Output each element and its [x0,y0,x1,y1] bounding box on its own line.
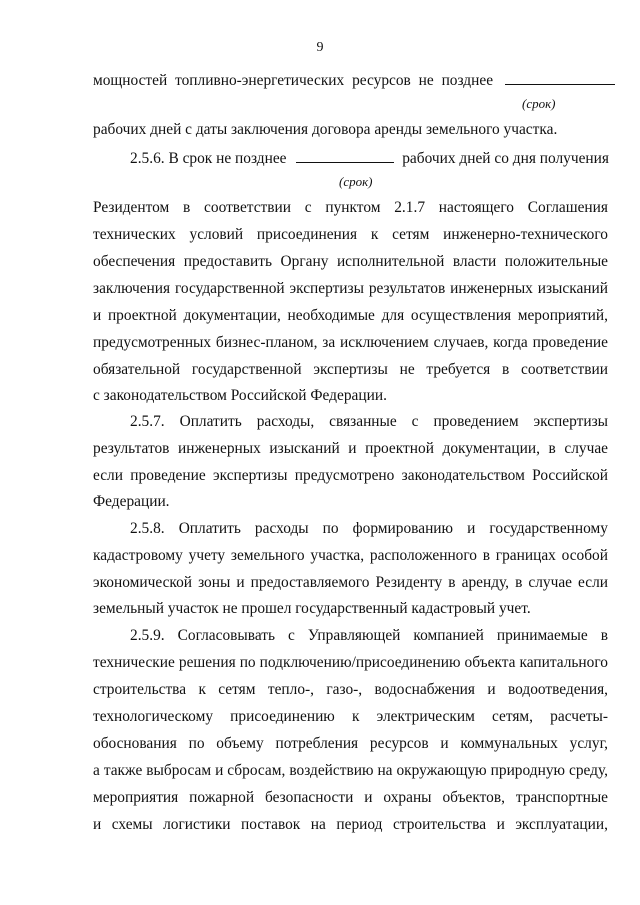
term-caption-1: (срок) [522,96,556,111]
text-line-10: обязательной государственной экспертизы не требуется в соответствии [93,361,608,378]
text-line-12: 2.5.7. Оплатить расходы, связанные с проведением экспертизы [130,413,608,430]
text-line-21: технические решения по подключению/присоединению объекта капитального [93,654,608,671]
text-line-19: земельный участок не прошел государственный кадастровый учет. [93,600,531,617]
text-line-6: обеспечения предоставить Органу исполнительной власти положительные [93,253,608,270]
text-line-1 [93,70,608,91]
text-line-18: экономической зоны и предоставляемого Резиденту в аренду, в случае если [93,574,608,591]
text-line-27: и схемы логистики поставок на период строительства и эксплуатации, [93,816,608,833]
text-line-3a: 2.5.6. В срок не позднее [130,150,287,167]
term-blank-2 [296,148,394,163]
text-line-13: результатов инженерных изысканий и проектной документации, в случае [93,440,608,457]
text-line-25: а также выбросам и сбросам, воздействию на окружающую природную среду, [93,762,608,779]
text-line-14: если проведение экспертизы предусмотрено законодательством Российской [93,467,608,484]
text-line-23: технологическому присоединению к электрическим сетям, расчеты- [93,708,608,725]
text-line-8: и проектной документации, необходимые для осуществления мероприятий, [93,307,608,324]
text-line-24: обоснования по объему потребления ресурсов и коммунальных услуг, [93,735,608,752]
text-line-26: мероприятия пожарной безопасности и охраны объектов, транспортные [93,789,608,806]
term-blank-1 [505,70,615,85]
term-caption-2: (срок) [339,174,373,189]
text-line-2: рабочих дней с даты заключения договора аренды земельного участка. [93,121,558,138]
text-line-4: Резидентом в соответствии с пунктом 2.1.7 настоящего Соглашения [93,199,608,216]
text-line-7: заключения государственной экспертизы результатов инженерных изысканий [93,280,608,297]
text-line-16: 2.5.8. Оплатить расходы по формированию и государственному [130,520,608,537]
text-line-5: технических условий присоединения к сетям инженерно-технического [93,226,608,243]
text-line-9: предусмотренных бизнес-планом, за исключением случаев, когда проведение [93,334,608,351]
text-line-11: с законодательством Российской Федерации. [93,387,387,404]
text-line-15: Федерации. [93,493,170,510]
text-line-3 [130,148,608,169]
text-line-3b: рабочих дней со дня получения [402,150,609,167]
text-line-17: кадастровому учету земельного участка, расположенного в границах особой [93,547,608,564]
text-line-22: строительства к сетям тепло-, газо-, водоснабжения и водоотведения, [93,681,608,698]
text-line-20: 2.5.9. Согласовывать с Управляющей компанией принимаемые в [130,627,608,644]
page-number: 9 [316,40,324,55]
text-line-1-text: мощностей топливно-энергетических ресурсов не позднее [93,72,494,89]
